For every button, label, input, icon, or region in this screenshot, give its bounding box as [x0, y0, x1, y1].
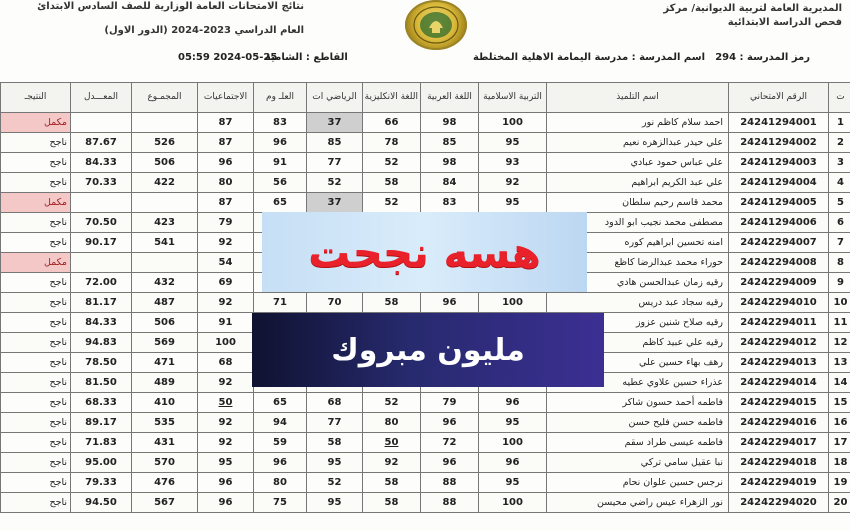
average-score: 84.33	[71, 153, 132, 173]
ministry-seal-icon	[405, 0, 467, 50]
english-grade: 52	[363, 193, 421, 213]
row-number: 20	[829, 493, 850, 513]
column-header: اسم التلميذ	[547, 83, 729, 113]
english-grade: 52	[363, 393, 421, 413]
row-number: 9	[829, 273, 850, 293]
student-name: حوراء محمد عبدالرضا كاظع	[547, 253, 729, 273]
result-status: ناجح	[1, 173, 71, 193]
average-score: 87.67	[71, 133, 132, 153]
student-name: نبا عقيل سامي تركي	[547, 453, 729, 473]
student-name: فاطمه عيسى طراد سقم	[547, 433, 729, 453]
student-name: نور الزهراء عيس راضي محيسن	[547, 493, 729, 513]
islamic-grade: 95	[479, 133, 547, 153]
row-number: 12	[829, 333, 850, 353]
social-grade: 68	[198, 353, 254, 373]
column-header: ت	[829, 83, 850, 113]
math-grade: 58	[307, 433, 363, 453]
row-number: 1	[829, 113, 850, 133]
results-table	[0, 82, 850, 513]
result-status: ناجح	[1, 333, 71, 353]
average-score	[71, 193, 132, 213]
student-name: علي حيدر عبدالزهره نعيم	[547, 133, 729, 153]
islamic-grade: 96	[479, 393, 547, 413]
social-grade: 80	[198, 173, 254, 193]
exam-number: 24242294008	[729, 253, 829, 273]
total-score: 541	[132, 233, 198, 253]
student-name: رهف بهاء حسين علي	[547, 353, 729, 373]
average-score: 81.17	[71, 293, 132, 313]
exam-number: 24242294011	[729, 313, 829, 333]
social-grade: 96	[198, 153, 254, 173]
total-score: 423	[132, 213, 198, 233]
arabic-grade: 72	[421, 433, 479, 453]
average-score: 94.83	[71, 333, 132, 353]
column-header: الاجتماعيات	[198, 83, 254, 113]
result-status: ناجح	[1, 493, 71, 513]
average-score: 70.50	[71, 213, 132, 233]
total-score	[132, 193, 198, 213]
student-name: فاطمه أحمد حسون شاكر	[547, 393, 729, 413]
result-status: ناجح	[1, 213, 71, 233]
table-row	[1, 133, 850, 153]
student-name: احمد سلام كاظم نور	[547, 113, 729, 133]
english-grade: 58	[363, 293, 421, 313]
result-status: ناجح	[1, 413, 71, 433]
result-status: ناجح	[1, 453, 71, 473]
result-status: ناجح	[1, 273, 71, 293]
exam-number: 24241294003	[729, 153, 829, 173]
exam-number: 24242294012	[729, 333, 829, 353]
science-grade: 96	[254, 133, 307, 153]
exam-number: 24242294020	[729, 493, 829, 513]
row-number: 16	[829, 413, 850, 433]
average-score: 78.50	[71, 353, 132, 373]
english-grade: 52	[363, 153, 421, 173]
social-grade: 79	[198, 213, 254, 233]
social-grade: 92	[198, 293, 254, 313]
student-name: رقيه صلاح شنين عزوز	[547, 313, 729, 333]
column-header: النتيجـ	[1, 83, 71, 113]
arabic-grade: 79	[421, 393, 479, 413]
average-score: 70.33	[71, 173, 132, 193]
average-score: 81.50	[71, 373, 132, 393]
row-number: 10	[829, 293, 850, 313]
english-grade: 58	[363, 173, 421, 193]
science-grade: 59	[254, 433, 307, 453]
congrats-subline-banner	[252, 313, 604, 387]
english-grade: 66	[363, 113, 421, 133]
exam-number: 24242294019	[729, 473, 829, 493]
islamic-grade: 100	[479, 433, 547, 453]
print-datetime: 05:59 2024-05-25	[178, 52, 278, 63]
science-grade: 94	[254, 413, 307, 433]
row-number: 6	[829, 213, 850, 233]
arabic-grade: 84	[421, 173, 479, 193]
result-status: ناجح	[1, 353, 71, 373]
row-number: 5	[829, 193, 850, 213]
average-score: 94.50	[71, 493, 132, 513]
student-name: علي عباس حمود عبادي	[547, 153, 729, 173]
average-score: 71.83	[71, 433, 132, 453]
islamic-grade: 96	[479, 453, 547, 473]
total-score: 569	[132, 333, 198, 353]
average-score: 90.17	[71, 233, 132, 253]
science-grade: 96	[254, 453, 307, 473]
row-number: 18	[829, 453, 850, 473]
student-name: رقيه سجاد عبد دريس	[547, 293, 729, 313]
result-status: ناجح	[1, 233, 71, 253]
total-score: 476	[132, 473, 198, 493]
result-status: ناجح	[1, 373, 71, 393]
academic-year: العام الدراسي 2023-2024 (الدور الاول)	[104, 25, 304, 36]
column-header: اللغة الانكليزية	[363, 83, 421, 113]
average-score	[71, 113, 132, 133]
row-number: 15	[829, 393, 850, 413]
result-status: ناجح	[1, 293, 71, 313]
exam-number: 24242294009	[729, 273, 829, 293]
social-grade: 54	[198, 253, 254, 273]
sector: القاطع : الشامية	[265, 52, 348, 63]
table-row	[1, 193, 850, 213]
column-header: الرياضي ات	[307, 83, 363, 113]
total-score: 570	[132, 453, 198, 473]
table-row	[1, 293, 850, 313]
exam-number: 24242294010	[729, 293, 829, 313]
result-status: مكمل	[1, 253, 71, 273]
english-grade: 58	[363, 473, 421, 493]
table-row	[1, 153, 850, 173]
row-number: 19	[829, 473, 850, 493]
total-score: 431	[132, 433, 198, 453]
student-name: فاطمه حسن فليح حسن	[547, 413, 729, 433]
arabic-grade: 88	[421, 493, 479, 513]
total-score: 506	[132, 313, 198, 333]
student-name: رقيه زمان عبدالحسن هادي	[547, 273, 729, 293]
result-status: مكمل	[1, 193, 71, 213]
exam-number: 24241294005	[729, 193, 829, 213]
exam-number: 24242294018	[729, 453, 829, 473]
science-grade: 91	[254, 153, 307, 173]
average-score: 68.33	[71, 393, 132, 413]
directorate-header	[582, 2, 842, 30]
result-status: ناجح	[1, 153, 71, 173]
results-title: نتائج الامتحانات العامة الوزارية للصف السادس الابتدائ	[37, 1, 304, 12]
arabic-grade: 98	[421, 153, 479, 173]
islamic-grade: 100	[479, 293, 547, 313]
student-name: رقيه علي عبيد كاظم	[547, 333, 729, 353]
department-line: فحص الدراسة الابتدائية	[727, 17, 842, 28]
social-grade: 87	[198, 113, 254, 133]
exam-number: 24241294004	[729, 173, 829, 193]
exam-number: 24242294007	[729, 233, 829, 253]
exam-number: 24242294017	[729, 433, 829, 453]
social-grade: 92	[198, 373, 254, 393]
student-name: امنه تحسين ابراهيم كوره	[547, 233, 729, 253]
row-number: 7	[829, 233, 850, 253]
exam-number: 24242294013	[729, 353, 829, 373]
total-score: 489	[132, 373, 198, 393]
row-number: 14	[829, 373, 850, 393]
math-grade: 95	[307, 453, 363, 473]
social-grade: 92	[198, 413, 254, 433]
row-number: 8	[829, 253, 850, 273]
result-status: مكمل	[1, 113, 71, 133]
row-number: 17	[829, 433, 850, 453]
table-row	[1, 433, 850, 453]
social-grade: 91	[198, 313, 254, 333]
table-row	[1, 413, 850, 433]
science-grade: 75	[254, 493, 307, 513]
student-name: عذراء حسين علاوي عطيه	[547, 373, 729, 393]
total-score: 471	[132, 353, 198, 373]
column-header: العلـ وم	[254, 83, 307, 113]
table-row	[1, 473, 850, 493]
math-grade: 85	[307, 133, 363, 153]
islamic-grade: 100	[479, 113, 547, 133]
english-grade: 92	[363, 453, 421, 473]
social-grade: 87	[198, 193, 254, 213]
total-score: 506	[132, 153, 198, 173]
social-grade: 50	[198, 393, 254, 413]
table-row	[1, 393, 850, 413]
arabic-grade: 96	[421, 413, 479, 433]
math-grade: 77	[307, 413, 363, 433]
social-grade: 96	[198, 473, 254, 493]
arabic-grade: 98	[421, 113, 479, 133]
total-score: 567	[132, 493, 198, 513]
row-number: 3	[829, 153, 850, 173]
result-status: ناجح	[1, 433, 71, 453]
row-number: 2	[829, 133, 850, 153]
result-status: ناجح	[1, 313, 71, 333]
result-status: ناجح	[1, 133, 71, 153]
headline-text: هسه نجحت	[308, 227, 541, 277]
exam-number: 24241294001	[729, 113, 829, 133]
school-code: رمز المدرسة : 294	[715, 52, 810, 63]
table-row	[1, 113, 850, 133]
result-status: ناجح	[1, 473, 71, 493]
english-grade: 78	[363, 133, 421, 153]
science-grade: 65	[254, 193, 307, 213]
row-number: 4	[829, 173, 850, 193]
islamic-grade: 95	[479, 473, 547, 493]
arabic-grade: 96	[421, 293, 479, 313]
total-score: 535	[132, 413, 198, 433]
math-grade: 37	[307, 113, 363, 133]
exam-number: 24242294014	[729, 373, 829, 393]
social-grade: 87	[198, 133, 254, 153]
student-name: محمد قاسم رحيم سلطان	[547, 193, 729, 213]
average-score	[71, 253, 132, 273]
social-grade: 95	[198, 453, 254, 473]
student-name: مصطفى محمد نجيب ابو الدود	[547, 213, 729, 233]
result-status: ناجح	[1, 393, 71, 413]
column-header: المجمـوع	[132, 83, 198, 113]
column-header: الرقم الامتحاني	[729, 83, 829, 113]
school-name: اسم المدرسة : مدرسة اليمامة الاهلية المختلطة	[472, 52, 705, 63]
science-grade: 80	[254, 473, 307, 493]
math-grade: 95	[307, 493, 363, 513]
exam-number: 24242294015	[729, 393, 829, 413]
islamic-grade: 92	[479, 173, 547, 193]
column-header: المعـــدل	[71, 83, 132, 113]
arabic-grade: 96	[421, 453, 479, 473]
arabic-grade: 83	[421, 193, 479, 213]
islamic-grade: 100	[479, 493, 547, 513]
social-grade: 69	[198, 273, 254, 293]
science-grade: 83	[254, 113, 307, 133]
english-grade: 58	[363, 493, 421, 513]
exam-number: 24241294002	[729, 133, 829, 153]
total-score: 410	[132, 393, 198, 413]
social-grade: 96	[198, 493, 254, 513]
total-score: 422	[132, 173, 198, 193]
total-score	[132, 253, 198, 273]
social-grade: 92	[198, 433, 254, 453]
math-grade: 52	[307, 473, 363, 493]
average-score: 89.17	[71, 413, 132, 433]
math-grade: 77	[307, 153, 363, 173]
table-row	[1, 173, 850, 193]
average-score: 95.00	[71, 453, 132, 473]
english-grade: 80	[363, 413, 421, 433]
average-score: 84.33	[71, 313, 132, 333]
congrats-headline-banner	[262, 212, 587, 292]
islamic-grade: 93	[479, 153, 547, 173]
math-grade: 37	[307, 193, 363, 213]
directorate-line: المديرية العامة لتربية الديوانية/ مركز	[663, 3, 842, 14]
table-header-row	[1, 83, 850, 113]
row-number: 11	[829, 313, 850, 333]
student-name: علي عبد الكريم ابراهيم	[547, 173, 729, 193]
math-grade: 68	[307, 393, 363, 413]
arabic-grade: 85	[421, 133, 479, 153]
islamic-grade: 95	[479, 193, 547, 213]
column-header: التربية الاسلامية	[479, 83, 547, 113]
student-name: نرجس حسين علوان نحام	[547, 473, 729, 493]
column-header: اللغة العربية	[421, 83, 479, 113]
exam-number: 24241294006	[729, 213, 829, 233]
science-grade: 56	[254, 173, 307, 193]
average-score: 72.00	[71, 273, 132, 293]
table-row	[1, 493, 850, 513]
subline-text: مليون مبروك	[331, 332, 525, 368]
islamic-grade: 95	[479, 413, 547, 433]
math-grade: 52	[307, 173, 363, 193]
total-score: 432	[132, 273, 198, 293]
english-grade: 50	[363, 433, 421, 453]
row-number: 13	[829, 353, 850, 373]
math-grade: 70	[307, 293, 363, 313]
arabic-grade: 88	[421, 473, 479, 493]
total-score: 526	[132, 133, 198, 153]
exam-results-header	[4, 0, 304, 36]
table-row	[1, 453, 850, 473]
total-score: 487	[132, 293, 198, 313]
social-grade: 100	[198, 333, 254, 353]
science-grade: 71	[254, 293, 307, 313]
average-score: 79.33	[71, 473, 132, 493]
social-grade: 92	[198, 233, 254, 253]
science-grade: 65	[254, 393, 307, 413]
total-score	[132, 113, 198, 133]
exam-number: 24242294016	[729, 413, 829, 433]
